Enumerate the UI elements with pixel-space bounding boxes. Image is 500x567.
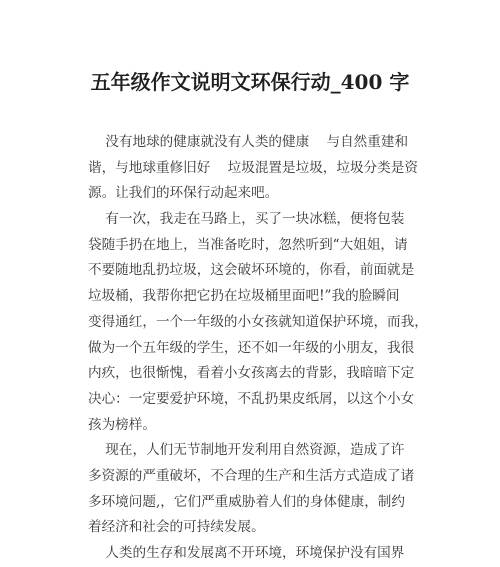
paragraph-line: 袋随手扔在地上，当准备吃时，忽然听到“大姐姐，请 <box>88 236 408 253</box>
paragraph-line: 源。让我们的环保行动起来吧。 <box>88 185 279 202</box>
paragraph-line: 做为一个五年级的学生，还不如一年级的小朋友，我很 <box>88 339 415 356</box>
paragraph-line: 谐，与地球重修旧好 垃圾混置是垃圾，垃圾分类是资 <box>88 159 418 176</box>
paragraph-line: 人类的生存和发展离不开环境，环境保护没有国界 <box>88 545 405 561</box>
paragraph-line: 决心：一定要爱护环境，不乱扔果皮纸屑，以这个小女 <box>88 390 415 407</box>
document-body <box>88 130 428 567</box>
paragraph-line: 内疚，也很惭愧，看着小女孩离去的背影，我暗暗下定 <box>88 365 415 382</box>
paragraph-line: 多资源的严重破坏，不合理的生产和生活方式造成了诸 <box>88 467 415 484</box>
paragraph-line: 多环境问题,，它们严重威胁着人们的身体健康，制约 <box>88 493 405 510</box>
paragraph-line: 不要随地乱扔垃圾，这会破坏环境的，你看，前面就是 <box>88 262 415 279</box>
paragraph-line: 孩为榜样。 <box>88 416 156 433</box>
paragraph-line: 没有地球的健康就没有人类的健康 与自然重建和 <box>88 134 409 150</box>
document-title: 五年级作文说明文环保行动_400 字 <box>90 70 410 94</box>
paragraph-line: 垃圾桶，我帮你把它扔在垃圾桶里面吧!”我的脸瞬间 <box>88 288 400 305</box>
paragraph-line: 着经济和社会的可持续发展。 <box>88 519 265 536</box>
paragraph-line: 现在，人们无节制地开发利用自然资源，造成了许 <box>88 442 405 459</box>
paragraph-line: 有一次，我走在马路上，买了一块冰糕，便将包装 <box>88 211 405 228</box>
paragraph-line: 变得通红，一个一年级的小女孩就知道保护环境，而我， <box>88 313 428 330</box>
